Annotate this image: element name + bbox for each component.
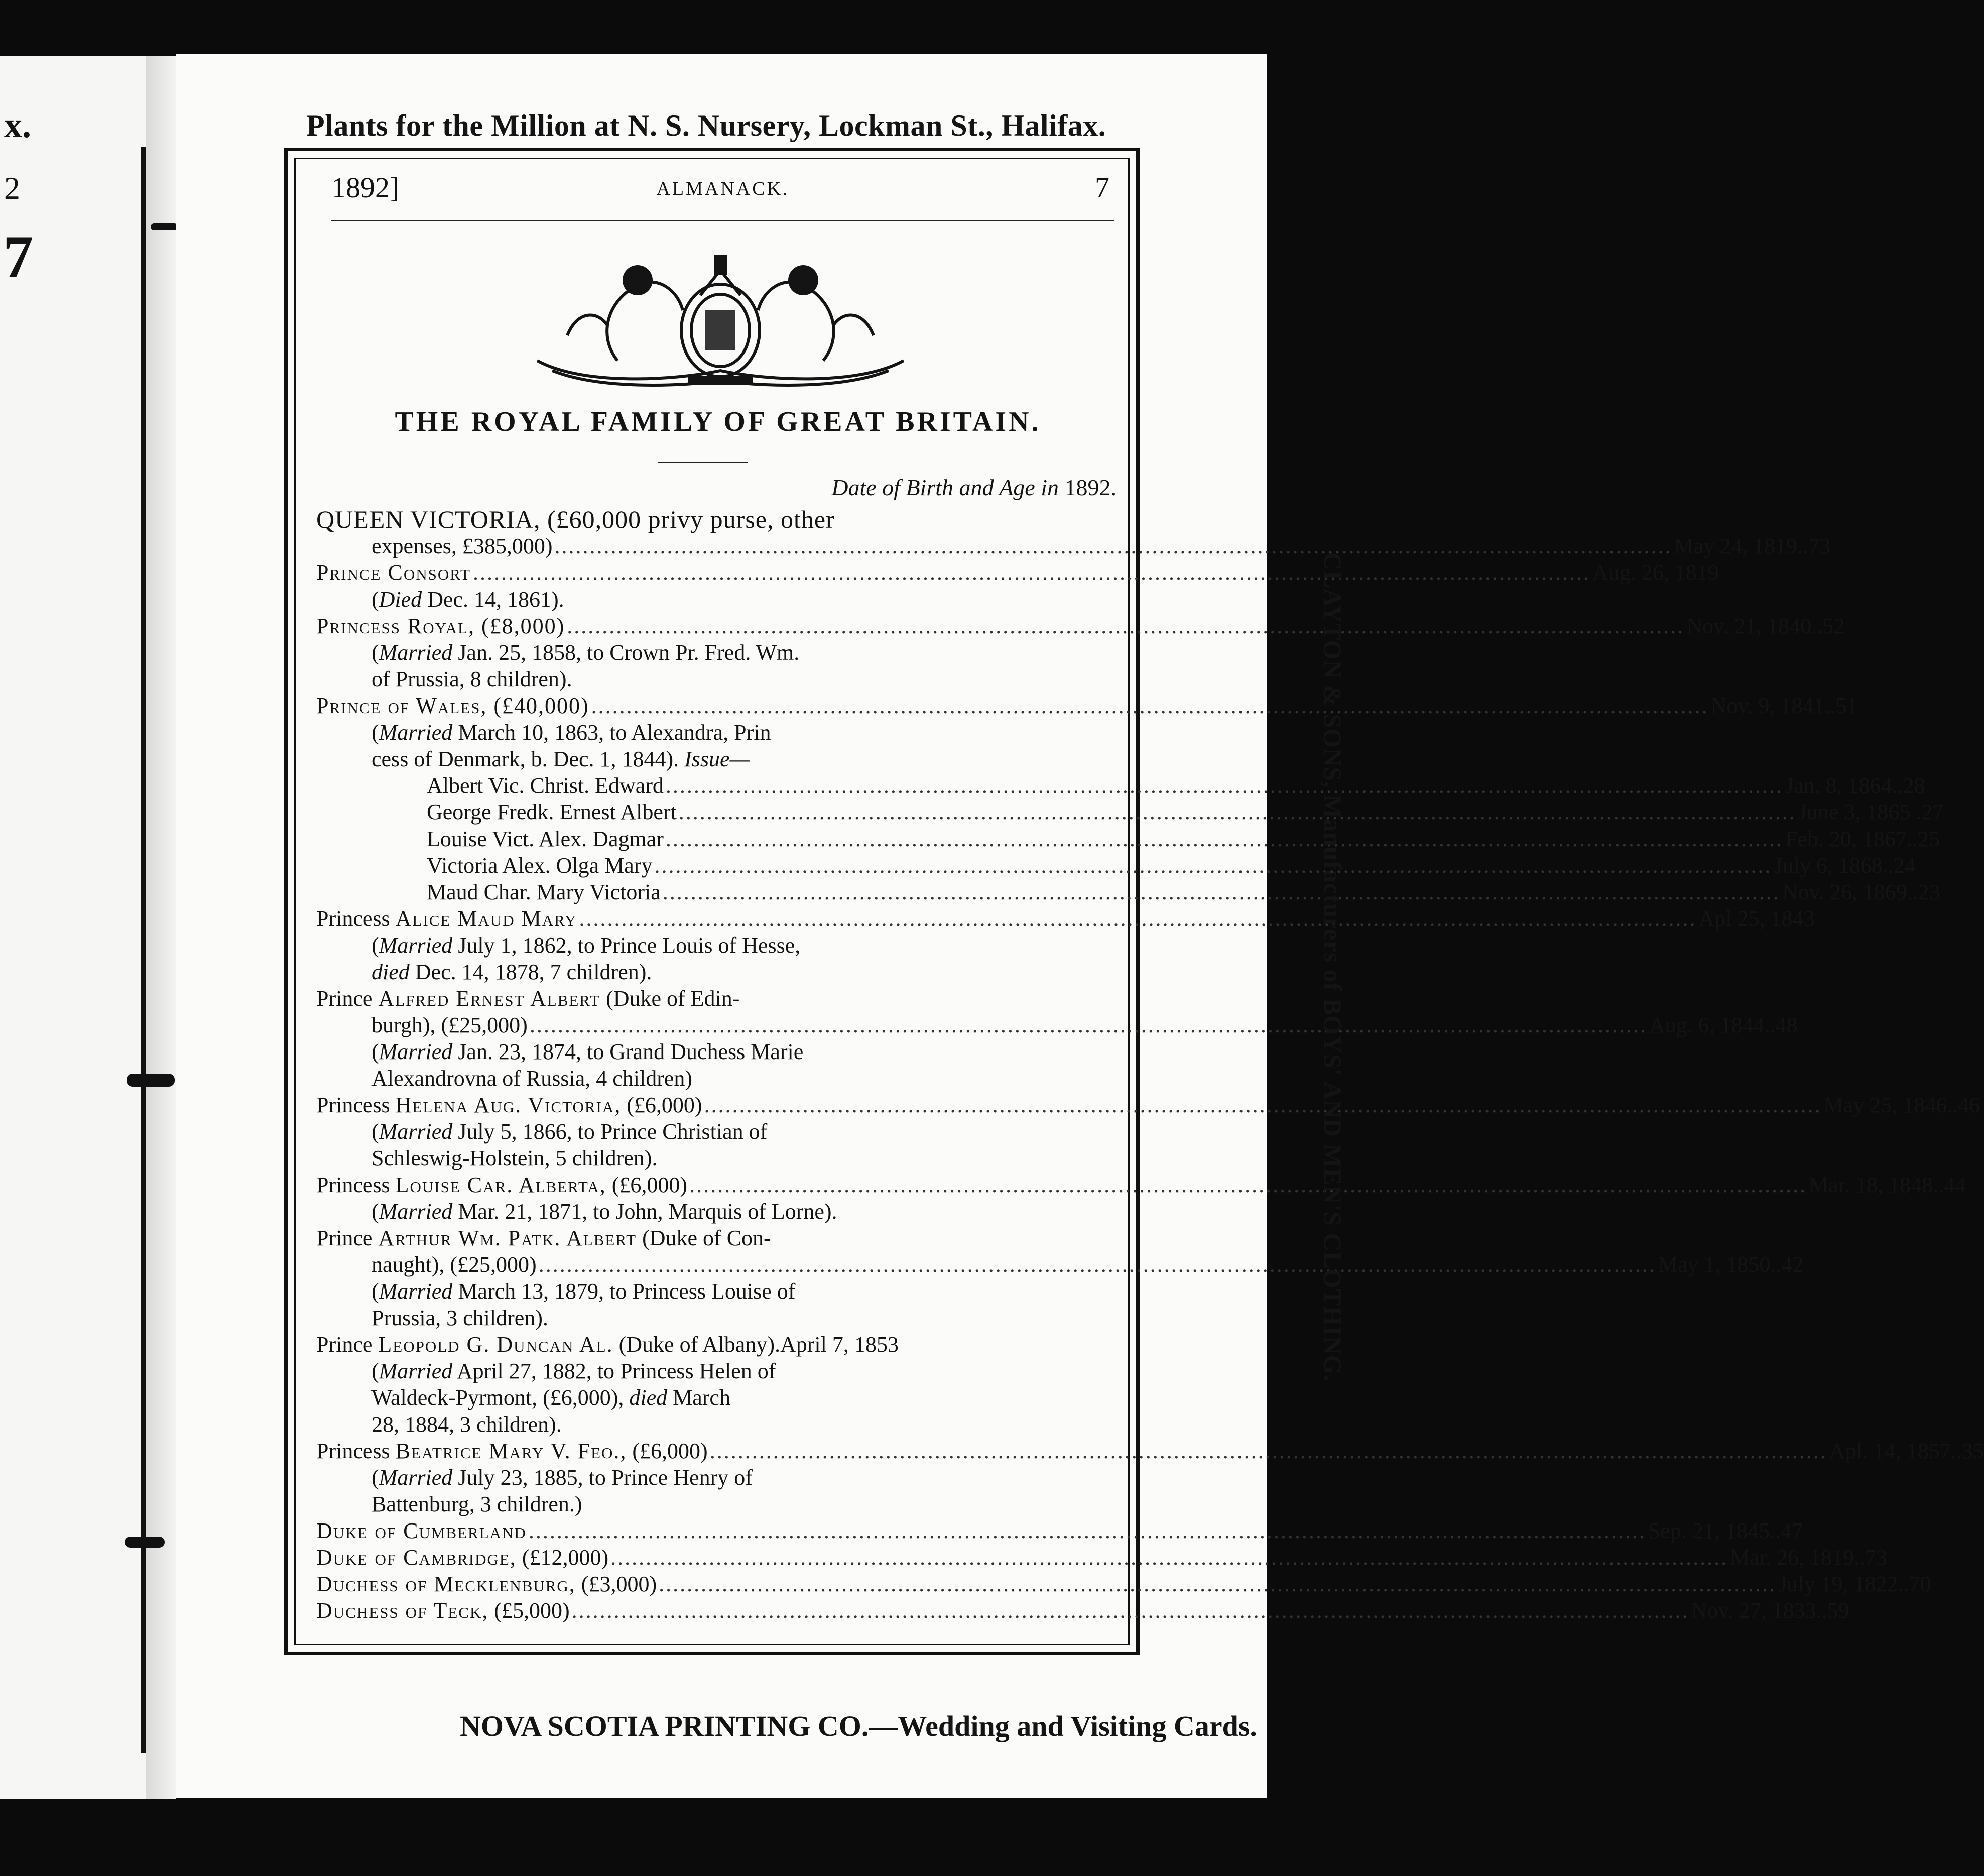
entry-date: Aug. 26, 1819 — [1592, 560, 1719, 585]
entry-date: Nov. 9, 1841..51 — [1710, 693, 1858, 718]
list-item — [316, 613, 1845, 639]
list-item: of Prussia, 8 children). — [371, 667, 572, 691]
issue-item: George Fredk. Ernest Albert ..... June 3, 1865 .27 — [316, 799, 1109, 826]
list-item: Princess Helena Aug. Victoria, (£6,000) ..... May 25, 1846..46 — [316, 1092, 1109, 1118]
list-item: (Married Mar. 21, 1871, to John, Marquis of Lorne). — [371, 1199, 837, 1224]
list-item: Prince Leopold G. Duncan Al. (Duke of Albany). April 7, 1853 — [316, 1332, 899, 1357]
list-item: Princess Louise Car. Alberta, (£6,000) ..... Mar. 18, 1848..44 — [316, 1171, 1109, 1198]
list-item: Alexandrovna of Russia, 4 children) — [371, 1066, 693, 1091]
entry-date: Mar. 26, 1819..73 — [1730, 1545, 1888, 1570]
previous-page-large-figure: 7 — [3, 223, 33, 290]
entry-name: Helena Aug. Victoria, — [395, 1093, 622, 1117]
list-item: expenses, £385,000) ..... May 24, 1819..73 — [316, 533, 1109, 559]
entry-name: Duchess of Mecklenburg, — [316, 1572, 576, 1596]
footer-advertisement: NOVA SCOTIA PRINTING CO.—Wedding and Visiting Cards. — [460, 1710, 1257, 1742]
running-head-year: 1892] — [331, 171, 400, 204]
list-item: (Married July 1, 1862, to Prince Louis of Hesse, — [371, 933, 801, 958]
issue-item: Louise Vict. Alex. Dagmar ..... Feb. 20, 1867..25 — [316, 826, 1109, 852]
list-item: Duchess of Mecklenburg, (£3,000) ..... July 19, 1822..70 — [316, 1571, 1109, 1597]
running-head — [331, 171, 1114, 211]
entry-date: Apl. 14, 1857..35 — [1829, 1439, 1984, 1463]
running-head-title: ALMANACK. — [656, 178, 790, 199]
entry-date: May 25, 1846..46 — [1823, 1093, 1980, 1117]
list-item: naught), (£25,000) ..... May 1, 1850..42 — [316, 1251, 1109, 1278]
list-item: burgh), (£25,000) ..... Aug. 6, 1844..48 — [316, 1012, 1109, 1038]
list-item: Waldeck-Pyrmont, (£6,000), died March — [371, 1385, 730, 1410]
almanack-page — [176, 54, 1984, 1798]
list-item: (Married Jan. 25, 1858, to Crown Pr. Fred. Wm. — [371, 640, 800, 665]
list-item: (Died Dec. 14, 1861). — [371, 587, 564, 612]
entry-name: Prince Consort — [316, 560, 471, 585]
list-item — [316, 1517, 1803, 1544]
previous-page-border — [141, 147, 146, 1753]
date-column-header — [831, 474, 1117, 501]
list-item — [316, 692, 1858, 719]
list-item: (Married March 10, 1863, to Alexandra, Prin — [371, 720, 771, 745]
entry-date: Nov. 21, 1840..52 — [1686, 614, 1845, 638]
entry-name: Arthur Wm. Patk. Albert — [378, 1226, 637, 1250]
entry-name: Alfred Ernest Albert — [378, 986, 601, 1011]
list-item: (Married July 23, 1885, to Prince Henry of — [371, 1465, 753, 1490]
issue-item: Albert Vic. Christ. Edward ..... Jan. 8, 1864..28 — [316, 772, 1109, 799]
entry-name: Prince of Wales, (£40,000) — [316, 693, 589, 718]
previous-page-mark: x. — [4, 105, 31, 145]
entry-name: Beatrice Mary V. Feo., — [395, 1439, 627, 1463]
date-column-label: Date of Birth and Age in — [831, 475, 1059, 500]
side-advertisement: CLAYTON & SONS, Manufacturers of BOYS' AND MEN'S CLOTHING. — [1319, 552, 1347, 1382]
previous-page-page-number: 2 — [4, 170, 20, 206]
header-rule — [331, 220, 1114, 221]
binding-stitch — [151, 223, 178, 230]
list-item: Duchess of Teck, (£5,000) ..... Nov. 27, 1833..59 — [316, 1597, 1109, 1624]
entry-name: Princess Royal, (£8,000) — [316, 614, 565, 638]
entry-name: Louise Car. Alberta, — [395, 1172, 606, 1197]
issue-item: Maud Char. Mary Victoria ..... Nov. 26, 1869..23 — [316, 879, 1109, 905]
entry-date: April 7, 1853 — [780, 1332, 899, 1357]
page-title: THE ROYAL FAMILY OF GREAT BRITAIN. — [395, 406, 1041, 437]
list-item: Princess Beatrice Mary V. Feo., (£6,000) ..... Apl. 14, 1857..35 — [316, 1438, 1109, 1464]
entry-name: Duke of Cumberland — [316, 1518, 527, 1543]
list-item: Schleswig-Holstein, 5 children). — [371, 1146, 658, 1170]
entry-name: Duchess of Teck, — [316, 1598, 489, 1623]
entry-name: QUEEN VICTORIA, (£60,000 privy purse, other — [316, 505, 835, 533]
entry-name: Alice Maud Mary — [395, 906, 577, 931]
binding-stitch — [127, 1074, 175, 1087]
entry-date: Nov. 27, 1833..59 — [1691, 1598, 1849, 1623]
list-item: (Married July 5, 1866, to Prince Christian of — [371, 1119, 768, 1144]
list-item: Princess Alice Maud Mary ..... Apl 25, 1843 — [316, 905, 1109, 932]
list-item: Prince Arthur Wm. Patk. Albert (Duke of Con- — [316, 1226, 771, 1250]
entry-date: Sep. 21, 1845..47 — [1648, 1518, 1803, 1543]
list-item: 28, 1884, 3 children). — [371, 1412, 562, 1437]
entry-name: Leopold G. Duncan Al. — [378, 1332, 613, 1357]
list-item: Prussia, 3 children). — [371, 1306, 548, 1330]
list-item: (Married Jan. 23, 1874, to Grand Duchess Marie — [371, 1039, 804, 1064]
list-item: cess of Denmark, b. Dec. 1, 1844). Issue— — [371, 747, 750, 771]
entry-date: May 1, 1850..42 — [1658, 1252, 1804, 1277]
royal-coat-of-arms-icon — [522, 235, 919, 401]
binding-stitch — [125, 1537, 165, 1548]
list-item: Prince Alfred Ernest Albert (Duke of Edin- — [316, 986, 740, 1011]
list-item — [316, 559, 1719, 586]
list-item: (Married April 27, 1882, to Princess Helen of — [371, 1359, 776, 1383]
entry-name: Duke of Cambridge, — [316, 1545, 517, 1570]
entry-date: May 24, 1819..73 — [1674, 534, 1831, 558]
list-item — [316, 506, 1109, 533]
list-item: Battenburg, 3 children.) — [371, 1492, 582, 1516]
list-item: Duke of Cambridge, (£12,000) ..... Mar. 26, 1819..73 — [316, 1544, 1109, 1571]
date-column-year: 1892. — [1064, 475, 1117, 500]
list-item: (Married March 13, 1879, to Princess Louise of — [371, 1279, 796, 1304]
page-number: 7 — [1095, 171, 1109, 204]
previous-page-fragment — [0, 56, 146, 1799]
entry-date: Aug. 6, 1844..48 — [1649, 1013, 1798, 1037]
list-item: died Dec. 14, 1878, 7 children). — [371, 960, 652, 984]
header-advertisement: Plants for the Million at N. S. Nursery, Lockman St., Halifax. — [306, 109, 1106, 142]
issue-item: Victoria Alex. Olga Mary ..... July 6, 1868..24 — [316, 852, 1109, 879]
entry-date: July 19, 1822..70 — [1778, 1572, 1931, 1596]
entry-date: Apl 25, 1843 — [1698, 906, 1815, 931]
title-rule — [658, 462, 748, 463]
entry-date: Mar. 18, 1848..44 — [1809, 1172, 1966, 1197]
